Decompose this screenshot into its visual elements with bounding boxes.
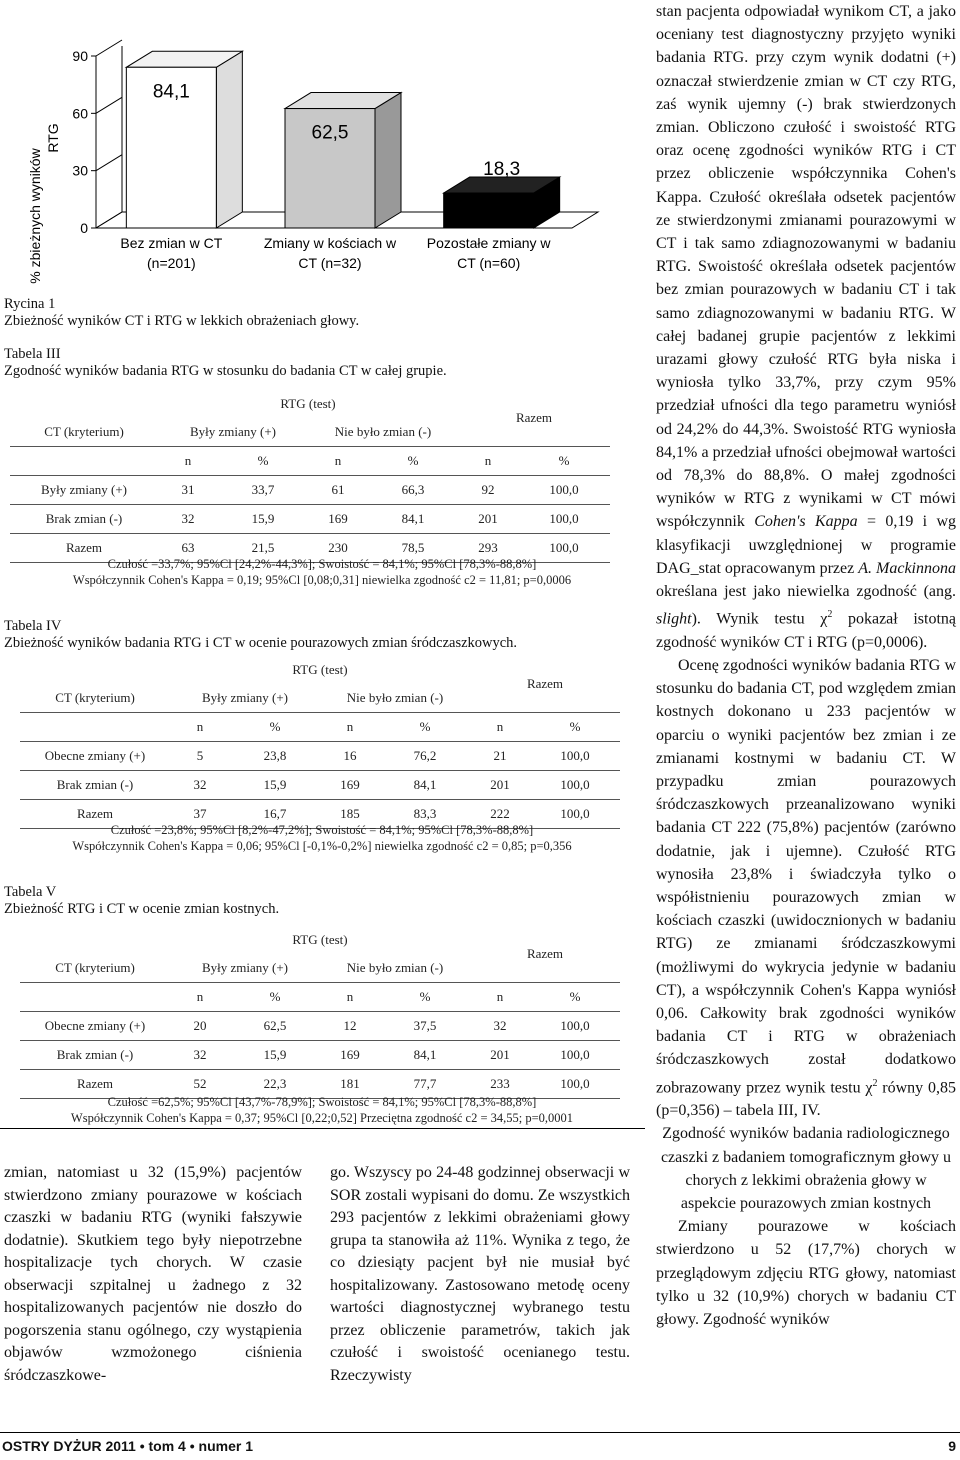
table-row [20, 771, 620, 800]
text-run: Ocenę zgodności wyników badania RTG w stosunku do badania CT, pod względem zmian kostnych dokonano u 233 pacjentów w oparciu o wyniki pacjentów bez zmian i ze zmianami kostnymi w badaniu CT. W przypadku zmian pourazowych śródczaszkowych przeanalizowano wyniki badania CT 222 (75,8%) pacjentów (zarówno dodatnie, jak i ujemne). Czułość RTG wynosiła 23,8% i świadczyła tylko o współistnieniu pourazowych zmian w kościach czaszki (uwidocznionych w badaniu RTG) ze zmianami śródczaszkowymi (możliwymi do wykrycia jedynie w badaniu CT), a współczynnik Cohen's Kappa wyniósł 0,06. Całkowity brak zgodności wyników badania CT i RTG w obrażeniach śródczaszkowych został dodatkowo zobrazowany przez wynik testu χ [656, 657, 956, 1096]
y-tick-label: 90 [72, 48, 88, 64]
table-title: Zgodność wyników badania RTG w stosunku do badania CT w całej grupie. [4, 363, 447, 379]
cell: 169 [320, 771, 380, 800]
text-run: określana jest jako niewielka zgodność (ang. [656, 583, 956, 601]
header-changes-no: Nie było zmian (-) [346, 960, 444, 975]
cell: 230 [308, 534, 368, 563]
cell: 33,7 [218, 476, 308, 505]
table-3-caption [4, 346, 447, 380]
cell: 16 [320, 742, 380, 771]
cell: 78,5 [368, 534, 458, 563]
cell: 5 [170, 742, 230, 771]
header-rtg-test: RTG (test) [292, 932, 348, 947]
cell: 31 [158, 476, 218, 505]
paragraph [656, 0, 956, 654]
subheader: % [530, 983, 620, 1012]
header-changes-yes: Były zmiany (+) [189, 424, 277, 439]
figure-label: Rycina 1 [4, 296, 56, 312]
x-tick-label: CT (n=32) [298, 255, 362, 271]
section-heading: Zgodność wyników badania radiologicznego czaszki z badaniem tomograficznym głowy u chorych z lekkimi obrażenia głowy w aspekcie pourazowych zmian kostnych [660, 1125, 952, 1213]
cell: 32 [170, 771, 230, 800]
cell: 52 [170, 1070, 230, 1099]
header-changes-no: Nie było zmian (-) [346, 690, 444, 705]
cell: 63 [158, 534, 218, 563]
cell: 32 [158, 505, 218, 534]
row-label: Brak zmian (-) [20, 771, 170, 800]
cell: 32 [170, 1041, 230, 1070]
cell: 76,2 [380, 742, 470, 771]
table-3-stats [4, 556, 640, 588]
bar-value-label: 18,3 [483, 159, 521, 181]
header-changes-yes: Były zmiany (+) [201, 960, 289, 975]
cell: 16,7 [230, 800, 320, 829]
paragraph: go. Wszyscy po 24-48 godzinnej obserwacji w SOR zostali wypisani do domu. Ze wszystkich 293 pacjentów z lekkimi obrażeniami głowy grupa ta stanowiła aż 11%. Wynika z tego, że co dziesiąty pacjent był nie musiał być hospitalizowany. Zastosowano metodę oceny wartości diagnostycznej wybranego testu przez obliczenie parametrów, takich jak czułość i swoistość ocenianego testu. Rzeczywisty [330, 1164, 630, 1384]
subheader: n [170, 983, 230, 1012]
cell: 84,1 [380, 1041, 470, 1070]
table-3 [10, 390, 610, 563]
figure-caption-text: Zbieżność wyników CT i RTG w lekkich obrażeniach głowy. [4, 313, 360, 329]
cell: 66,3 [368, 476, 458, 505]
text-column-middle [330, 1162, 630, 1387]
cell: 12 [320, 1012, 380, 1041]
subheader: n [170, 713, 230, 742]
x-tick-label: Zmiany w kościach w [263, 235, 397, 251]
subheader: % [368, 447, 458, 476]
table-row [10, 476, 610, 505]
table-row [20, 1012, 620, 1041]
cell: 83,3 [380, 800, 470, 829]
table-5 [20, 926, 620, 1099]
header-rtg-test: RTG (test) [280, 396, 336, 411]
cell: 84,1 [380, 771, 470, 800]
header-changes-no: Nie było zmian (-) [334, 424, 432, 439]
table-4 [20, 656, 620, 829]
cell: 77,7 [380, 1070, 470, 1099]
x-tick-label: Pozostałe zmiany w [426, 235, 551, 251]
cell: 92 [458, 476, 518, 505]
row-label: Razem [20, 1070, 170, 1099]
subheader: % [230, 713, 320, 742]
row-label: Obecne zmiany (+) [20, 742, 170, 771]
table-title: Zbieżność wyników badania RTG i CT w ocenie pourazowych zmian śródczaszkowych. [4, 635, 518, 651]
header-total: Razem [526, 676, 564, 691]
bar-value-label: 62,5 [311, 122, 349, 144]
paragraph: Zmiany pourazowe w kościach stwierdzono u 52 (17,7%) chorych w przeglądowym zdjęciu RTG głowy, natomiast tylko u 32 (10,9%) chorych w badaniu CT głowy. Zgodność wyników [656, 1218, 956, 1329]
cell: 37,5 [380, 1012, 470, 1041]
table-4-stats [4, 822, 640, 854]
row-label: Razem [10, 534, 158, 563]
y-tick-depth [96, 97, 122, 113]
divider [0, 1128, 645, 1129]
cell: 181 [320, 1070, 380, 1099]
cell: 100,0 [518, 534, 610, 563]
header-ct-criterion: CT (kryterium) [44, 424, 124, 439]
x-tick-label: Bez zmian w CT [120, 235, 223, 251]
text-column-left [4, 1162, 302, 1387]
stats-line: Czułość =23,8%; 95%Cl [8,2%-47,2%]; Swoistość = 84,1%; 95%Cl [78,3%-88,8%] [110, 823, 534, 837]
row-label: Były zmiany (+) [10, 476, 158, 505]
bar-chart [0, 38, 640, 300]
subheader: n [320, 713, 380, 742]
y-tick-label: 30 [72, 162, 88, 179]
cell: 100,0 [530, 1012, 620, 1041]
cell: 62,5 [230, 1012, 320, 1041]
y-tick-depth [96, 40, 122, 56]
cell: 15,9 [218, 505, 308, 534]
cell: 100,0 [530, 800, 620, 829]
bar [444, 193, 534, 228]
page-number: 9 [948, 1438, 956, 1454]
bar-side [375, 93, 401, 228]
row-label: Brak zmian (-) [10, 505, 158, 534]
bar-chart-svg [0, 38, 640, 300]
cell: 61 [308, 476, 368, 505]
header-ct-criterion: CT (kryterium) [55, 690, 135, 705]
subheader: % [380, 713, 470, 742]
header-total: Razem [526, 946, 564, 961]
stats-line: Współczynnik Cohen's Kappa = 0,06; 95%Cl [-0,1%-0,2%] niewielka zgodność c2 = 0,85; p=0,356 [72, 839, 572, 853]
subheader: n [470, 713, 530, 742]
bar-value-label: 84,1 [152, 81, 190, 103]
cell: 222 [470, 800, 530, 829]
cell: 100,0 [530, 771, 620, 800]
cell: 169 [308, 505, 368, 534]
text-run: = 0,19 i wg klasyfikacji uwzględnionej w programie DAG_stat opracowanym przez [656, 513, 957, 577]
stats-line: Współczynnik Cohen's Kappa = 0,37; 95%Cl [0,22;0,52] Przeciętna zgodność c2 = 34,55; p=0,0001 [70, 1111, 574, 1125]
subheader: n [320, 983, 380, 1012]
paragraph [656, 654, 956, 1122]
cell: 100,0 [530, 1041, 620, 1070]
cell: 22,3 [230, 1070, 320, 1099]
table-5-stats [4, 1094, 640, 1126]
cell: 15,9 [230, 771, 320, 800]
table-label: Tabela III [4, 346, 61, 362]
text-run-italic: slight [656, 610, 692, 628]
subheader: % [530, 713, 620, 742]
text-run: ). Wynik testu χ [691, 610, 828, 628]
superscript: 2 [872, 1077, 878, 1089]
cell: 100,0 [530, 742, 620, 771]
y-tick-depth [96, 212, 122, 228]
x-tick-label: (n=201) [147, 255, 196, 271]
paragraph: zmian, natomiast u 32 (15,9%) pacjentów stwierdzono zmiany pourazowe w kościach czaszki w badaniu RTG (wyniki fałszywie dodatnie). Skutkiem tego były niepotrzebne hospitalizacje tych chorych. W czasie obserwacji szpitalnej u żadnego z 32 hospitalizowanych pacjentów nie doszło do pogorszenia stanu ogólnego, czy wystąpienia objawów wzmożonego ciśnienia śródczaszkowe- [4, 1164, 302, 1384]
table-label: Tabela IV [4, 618, 62, 634]
table-4-caption [4, 618, 517, 652]
table-row [20, 742, 620, 771]
row-label: Obecne zmiany (+) [20, 1012, 170, 1041]
text-run: pokazał istotną zgodność wyników CT i RTG (p=0,0006). [656, 610, 956, 651]
y-axis-label-line2: RTG [45, 123, 61, 153]
subheader: % [230, 983, 320, 1012]
table-5-caption [4, 884, 279, 918]
stats-line: Współczynnik Cohen's Kappa = 0,19; 95%Cl [0,08;0,31] niewielka zgodność c2 = 11,81; p=0,0006 [72, 573, 572, 587]
cell: 23,8 [230, 742, 320, 771]
text-run: stan pacjenta odpowiadał wynikom CT, a jako oceniany test diagnostyczny przyjęto wyniki badania RTG. przy czym wynik dodatni (+) oznaczał stwierdzenie zmian w CT czy RTG, zaś wynik ujemny (-) brak stwierdzonych zmian. Obliczono czułość i swoistość RTG oraz ocenę zgodności wyników RTG i CT przez obliczenie współczynnika Cohen's Kappa. Czułość określała odsetek pacjentów ze stwierdzonymi zmianami pourazowymi w CT i tak samo zdiagnozowanymi w badaniu RTG. Swoistość określała odsetek pacjentów bez zmian pourazowych w badaniu CT i tak samo zdiagnozowanymi w badaniu RTG. W całej badanej grupie pacjentów z lekkimi urazami głowy czułość RTG była niska i wyniosła tylko 33,7%, przy czym 95% przedział ufności dla tego parametru wyniósł od 24,2% do 44,3%. Swoistość RTG wyniosła 84,1% a przedział ufności obejmował wartości od 78,3% do 88,8%. O małej zgodności wyników w RTG z wynikami w CT mówi współczynnik [656, 3, 956, 531]
cell: 100,0 [518, 476, 610, 505]
header-rtg-test: RTG (test) [292, 662, 348, 677]
cell: 20 [170, 1012, 230, 1041]
cell: 293 [458, 534, 518, 563]
subheader: n [458, 447, 518, 476]
cell: 169 [320, 1041, 380, 1070]
footer-rule [0, 1432, 960, 1433]
text-column-right [656, 0, 956, 1331]
cell: 21 [470, 742, 530, 771]
x-tick-label: CT (n=60) [457, 255, 521, 271]
subheader: % [380, 983, 470, 1012]
table-label: Tabela V [4, 884, 57, 900]
y-tick-label: 0 [80, 220, 88, 236]
cell: 100,0 [518, 505, 610, 534]
row-label: Brak zmian (-) [20, 1041, 170, 1070]
subheader: % [518, 447, 610, 476]
table-row [10, 505, 610, 534]
cell: 32 [470, 1012, 530, 1041]
stats-line: Czułość =33,7%; 95%Cl [24,2%-44,3%]; Swoistość = 84,1%; 95%Cl [78,3%-88,8%] [107, 557, 537, 571]
cell: 201 [470, 1041, 530, 1070]
text-run: równy 0,85 (p=0,356) – tabela III, IV. [656, 1079, 956, 1120]
text-run-italic: Cohen's Kappa [754, 513, 858, 531]
subheader: % [218, 447, 308, 476]
cell: 37 [170, 800, 230, 829]
subheader: n [470, 983, 530, 1012]
header-total: Razem [515, 410, 553, 425]
y-tick-label: 60 [72, 105, 88, 122]
cell: 100,0 [530, 1070, 620, 1099]
cell: 185 [320, 800, 380, 829]
text-run-italic: A. Mackinnona [858, 559, 956, 577]
journal-info: OSTRY DYŻUR 2011 • tom 4 • numer 1 [2, 1438, 253, 1454]
bar-side [216, 51, 242, 228]
cell: 233 [470, 1070, 530, 1099]
header-ct-criterion: CT (kryterium) [55, 960, 135, 975]
table-title: Zbieżność RTG i CT w ocenie zmian kostnych. [4, 901, 280, 917]
table-row [20, 1041, 620, 1070]
row-label: Razem [20, 800, 170, 829]
y-axis-label: % zbieżnych wyników [27, 148, 43, 284]
cell: 21,5 [218, 534, 308, 563]
cell: 201 [470, 771, 530, 800]
subheader: n [308, 447, 368, 476]
subheader: n [158, 447, 218, 476]
stats-line: Czułość =62,5%; 95%Cl [43,7%-78,9%]; Swoistość = 84,1%; 95%Cl [78,3%-88,8%] [107, 1095, 537, 1109]
y-tick-depth [96, 155, 122, 171]
cell: 15,9 [230, 1041, 320, 1070]
cell: 84,1 [368, 505, 458, 534]
figure-caption [4, 296, 359, 330]
superscript: 2 [827, 609, 833, 621]
header-changes-yes: Były zmiany (+) [201, 690, 289, 705]
cell: 201 [458, 505, 518, 534]
